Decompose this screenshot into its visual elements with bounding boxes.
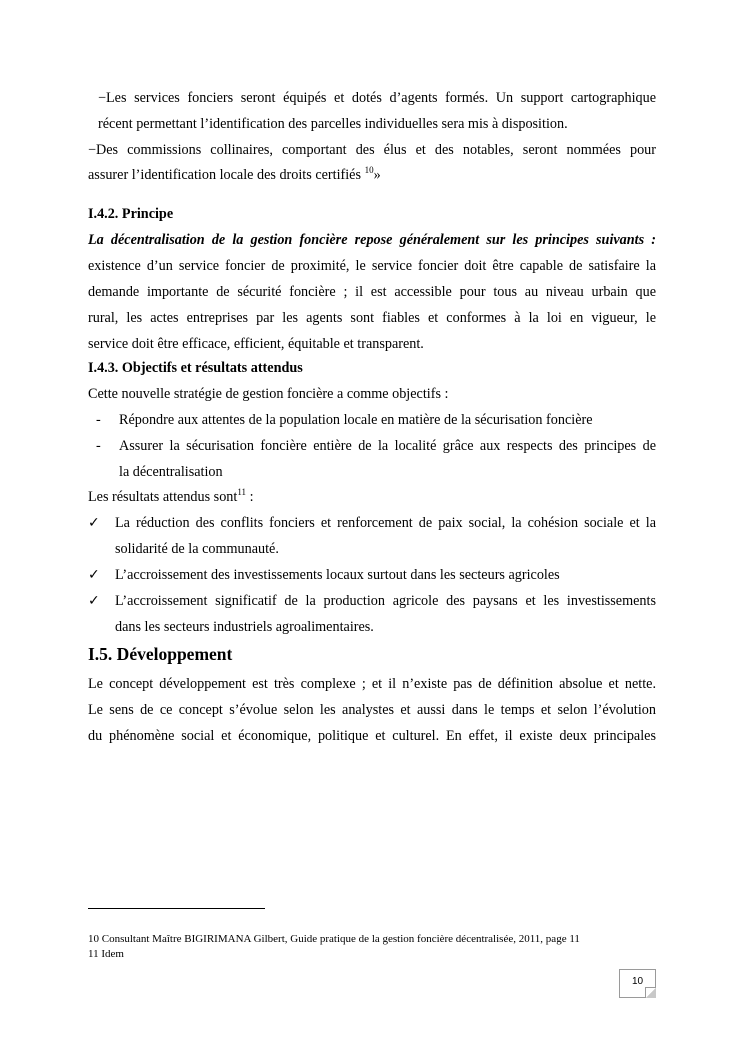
list-item-cont: la décentralisation [119,464,223,480]
section-heading: I.5. Développement [88,644,233,664]
footnote-ref: 11 [237,487,247,497]
list-item: L’accroissement des investissements locaux surtout dans les secteurs agricoles [115,567,560,583]
list-item: L’accroissement significatif de la production agricole des paysans et les investissements [115,593,656,609]
paragraph-line: Le concept développement est très complexe ; et il n’existe pas de définition absolue et nette. [88,676,656,692]
list-item: Répondre aux attentes de la population locale en matière de la sécurisation foncière [119,412,593,428]
section-heading: I.4.3. Objectifs et résultats attendus [88,360,303,376]
section-intro: La décentralisation de la gestion foncière repose généralement sur les principes suivants : [88,232,656,248]
list-item-cont: solidarité de la communauté. [115,541,279,557]
list-marker: - [96,412,101,428]
section-heading: I.4.2. Principe [88,206,174,222]
paragraph-line: rural, les actes entreprises par les agents sont fiables et conformes à la loi en vigueur, le [88,310,656,326]
paragraph-line: existence d’un service foncier de proximité, le service foncier doit être capable de satisfaire la [88,258,656,274]
paragraph-line: Le sens de ce concept s’évolue selon les analystes et aussi dans le temps et selon l’évolution [88,702,656,718]
paragraph-line: Les résultats attendus sont$^{11}$ : [88,487,254,505]
paragraph-line: assurer l’identification locale des droits certifiés $^{10}$» [88,165,381,183]
list-item: La réduction des conflits fonciers et renforcement de paix social, la cohésion sociale et la [115,515,656,531]
checkmark-icon: ✓ [88,567,100,583]
paragraph-line: Cette nouvelle stratégie de gestion foncière a comme objectifs : [88,386,449,402]
checkmark-icon: ✓ [88,515,100,531]
footnote: 10 Consultant Maître BIGIRIMANA Gilbert, Guide pratique de la gestion foncière décentralisée, 2011, page 11 [88,933,580,945]
checkmark-icon: ✓ [88,593,100,609]
list-item: Assurer la sécurisation foncière entière de la localité grâce aux respects des principes de [119,438,656,454]
paragraph-line: demande importante de sécurité foncière ; il est accessible pour tous au niveau urbain que [88,284,656,300]
footnote-separator [88,908,265,909]
footnote: 11 Idem [88,948,124,960]
page-number: 10 [631,976,644,987]
page-curl-icon [645,987,656,998]
paragraph-line: récent permettant l’identification des parcelles individuelles sera mis à disposition. [98,116,568,132]
page-number-box [619,969,656,998]
list-item-cont: dans les secteurs industriels agroalimentaires. [115,619,374,635]
paragraph-line: service doit être efficace, efficient, équitable et transparent. [88,336,424,352]
list-marker: - [96,438,101,454]
paragraph-line: −Les services fonciers seront équipés et dotés d’agents formés. Un support cartographique [98,90,656,106]
footnote-ref: 10 [364,165,374,175]
paragraph-line: du phénomène social et économique, politique et culturel. En effet, il existe deux principales [88,728,656,744]
paragraph-line: −Des commissions collinaires, comportant des élus et des notables, seront nommées pour [88,142,656,158]
